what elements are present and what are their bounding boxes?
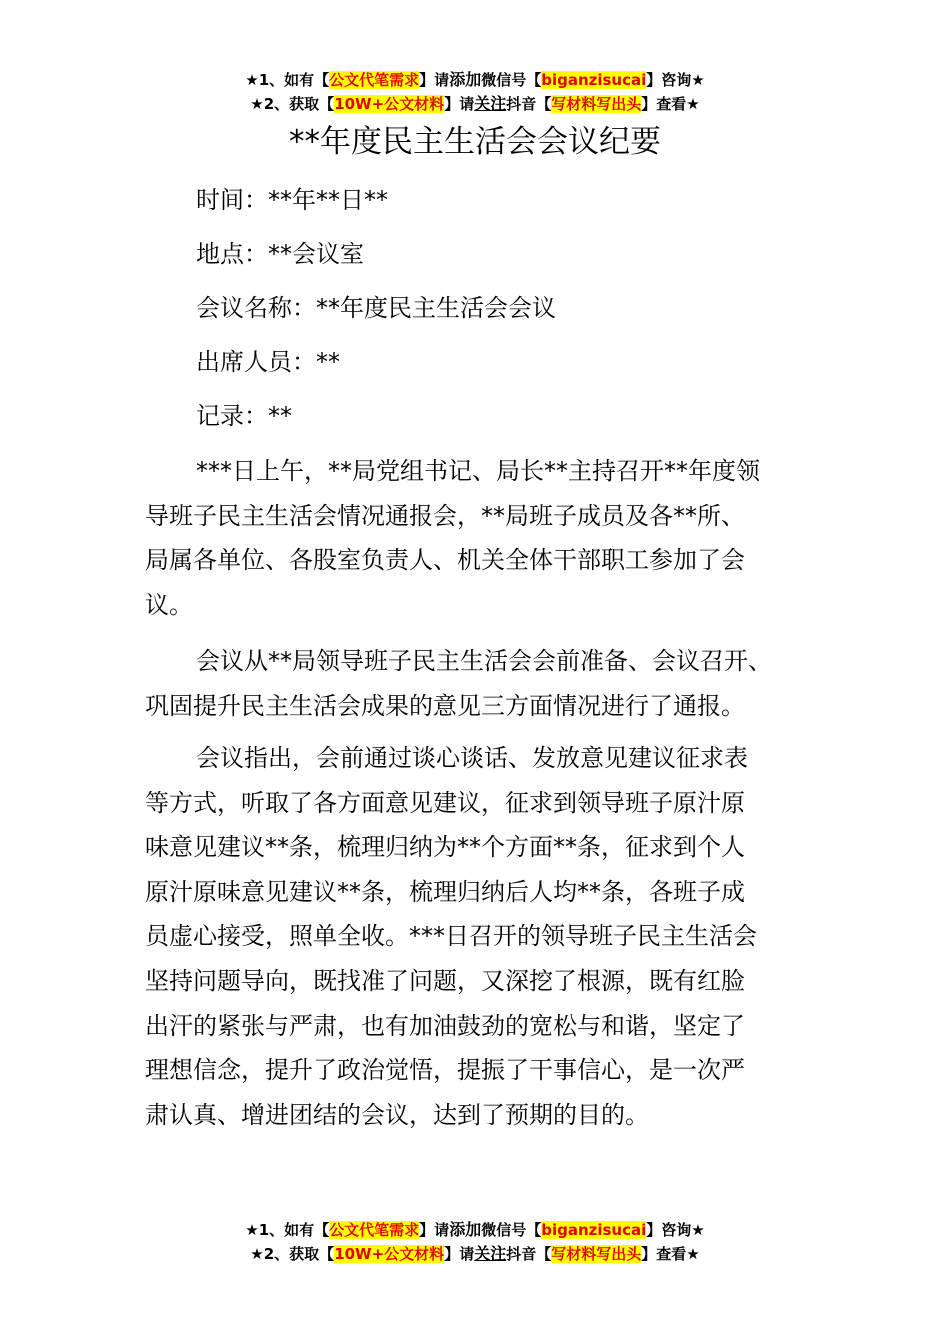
ad-text: ★2、获取【 bbox=[250, 1245, 335, 1263]
field-recorder: 记录：** bbox=[196, 402, 292, 430]
ad-highlight: 写材料写出头 bbox=[551, 95, 642, 113]
paragraph-line: 出汗的紧张与严肃，也有加油鼓劲的宽松与和谐，坚定了 bbox=[145, 1011, 745, 1040]
ad-line-2 bbox=[0, 92, 950, 116]
paragraph-2 bbox=[145, 639, 825, 728]
field-time: 时间：**年**日** bbox=[196, 186, 388, 214]
paragraph-1 bbox=[145, 449, 825, 627]
ad-highlight: 10W+公文材料 bbox=[334, 1245, 445, 1263]
paragraph-line: 原汁原味意见建议**条，梳理归纳后人均**条，各班子成 bbox=[145, 877, 745, 906]
paragraph-line: ***日上午，**局党组书记、局长**主持召开**年度领 bbox=[196, 457, 760, 485]
ad-line-1 bbox=[0, 1218, 950, 1242]
footer-ad-banner bbox=[0, 1218, 950, 1266]
paragraph-line: 坚持问题导向，既找准了问题，又深挖了根源，既有红脸 bbox=[145, 966, 745, 995]
paragraph-line: 导班子民主生活会情况通报会，**局班子成员及各**所、 bbox=[145, 501, 745, 530]
ad-line-2 bbox=[0, 1242, 950, 1266]
ad-emphasis: 添加 bbox=[449, 1220, 482, 1239]
ad-emphasis: 关注 bbox=[474, 94, 507, 113]
ad-text: 】咨询★ bbox=[646, 1221, 705, 1239]
header-ad-banner bbox=[0, 68, 950, 116]
ad-text: 】咨询★ bbox=[646, 71, 705, 89]
paragraph-line: 肃认真、增进团结的会议，达到了预期的目的。 bbox=[145, 1100, 649, 1129]
field-meeting-name: 会议名称：**年度民主生活会会议 bbox=[196, 294, 556, 322]
ad-highlight: 10W+公文材料 bbox=[334, 95, 445, 113]
paragraph-line: 议。 bbox=[145, 590, 193, 619]
ad-text: 微信号【 bbox=[481, 71, 542, 89]
ad-text: ★1、如有【 bbox=[245, 71, 330, 89]
ad-text: 】查看★ bbox=[641, 95, 700, 113]
ad-highlight: 写材料写出头 bbox=[551, 1245, 642, 1263]
document-title: **年度民主生活会会议纪要 bbox=[289, 124, 661, 160]
ad-wechat-id: biganzisucai bbox=[541, 71, 647, 89]
ad-line-1 bbox=[0, 68, 950, 92]
paragraph-line: 理想信念，提升了政治觉悟，提振了干事信心，是一次严 bbox=[145, 1056, 745, 1085]
paragraph-line: 会议从**局领导班子民主生活会会前准备、会议召开、 bbox=[196, 647, 772, 675]
field-attendees: 出席人员：** bbox=[196, 348, 340, 376]
field-place: 地点：**会议室 bbox=[196, 240, 364, 268]
paragraph-line: 等方式，听取了各方面意见建议，征求到领导班子原汁原 bbox=[145, 788, 745, 817]
ad-text: ★1、如有【 bbox=[245, 1221, 330, 1239]
paragraph-line: 员虚心接受，照单全收。***日召开的领导班子民主生活会 bbox=[145, 922, 757, 951]
ad-text: 】请 bbox=[419, 71, 450, 89]
ad-highlight: 公文代笔需求 bbox=[329, 1221, 420, 1239]
paragraph-line: 味意见建议**条，梳理归纳为**个方面**条，征求到个人 bbox=[145, 833, 745, 862]
ad-text: 微信号【 bbox=[481, 1221, 542, 1239]
ad-text: 】请 bbox=[444, 1245, 475, 1263]
ad-text: 】查看★ bbox=[641, 1245, 700, 1263]
ad-text: 】请 bbox=[419, 1221, 450, 1239]
ad-wechat-id: biganzisucai bbox=[541, 1221, 647, 1239]
ad-text: ★2、获取【 bbox=[250, 95, 335, 113]
ad-emphasis: 添加 bbox=[449, 70, 482, 89]
paragraph-line: 局属各单位、各股室负责人、机关全体干部职工参加了会 bbox=[145, 546, 745, 575]
ad-text: 】请 bbox=[444, 95, 475, 113]
paragraph-3 bbox=[145, 736, 825, 1137]
ad-emphasis: 关注 bbox=[474, 1244, 507, 1263]
ad-highlight: 公文代笔需求 bbox=[329, 71, 420, 89]
ad-text: 抖音【 bbox=[506, 95, 552, 113]
ad-text: 抖音【 bbox=[506, 1245, 552, 1263]
paragraph-line: 会议指出，会前通过谈心谈话、发放意见建议征求表 bbox=[196, 744, 748, 772]
paragraph-line: 巩固提升民主生活会成果的意见三方面情况进行了通报。 bbox=[145, 691, 745, 720]
